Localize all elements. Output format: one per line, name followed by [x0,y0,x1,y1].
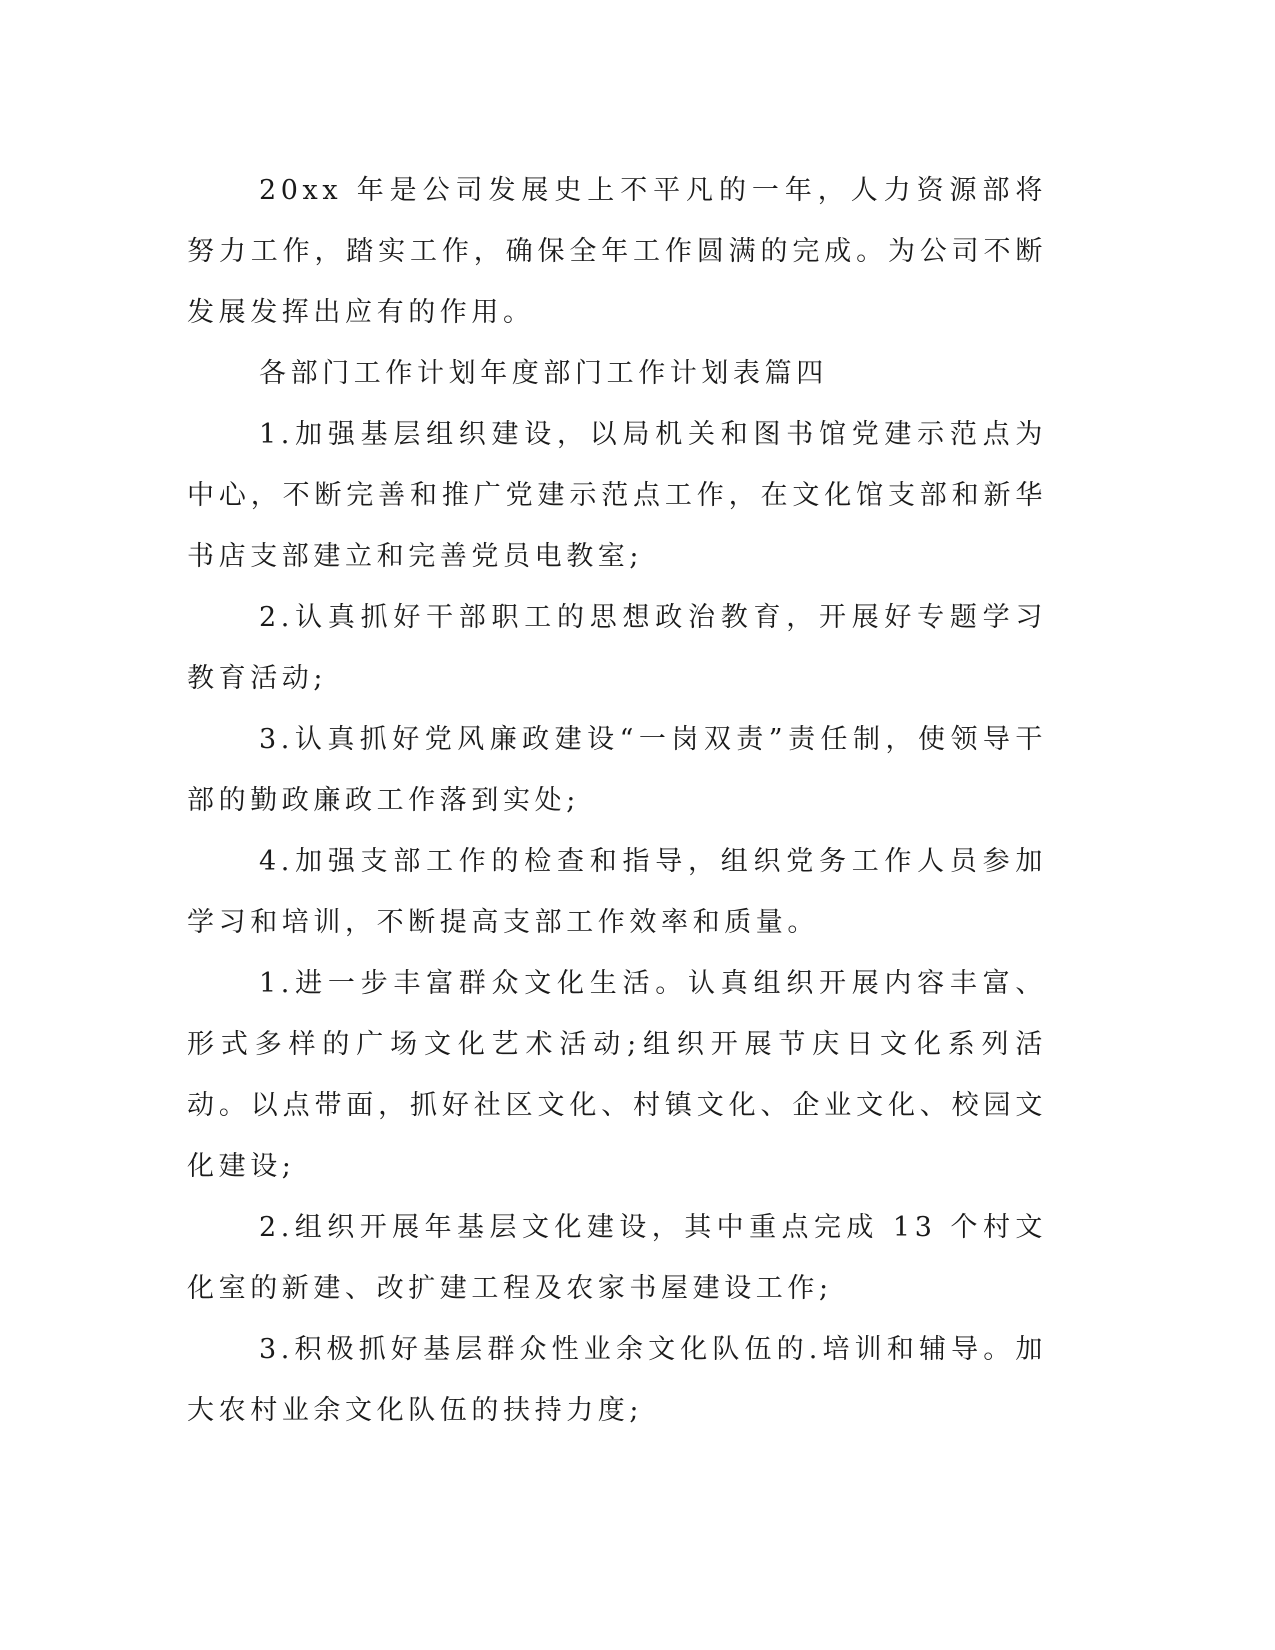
list-item: 3.认真抓好党风廉政建设“一岗双责”责任制，使领导干部的勤政廉政工作落到实处; [187,724,1047,816]
list-item: 1.进一步丰富群众文化生活。认真组织开展内容丰富、形式多样的广场文化艺术活动;组织开展节庆日文化系列活动。以点带面，抓好社区文化、村镇文化、企业文化、校园文化建设; [187,968,1047,1182]
list-item: 4.加强支部工作的检查和指导，组织党务工作人员参加学习和培训，不断提高支部工作效率和质量。 [187,846,1047,938]
list-item: 2.组织开展年基层文化建设，其中重点完成 13 个村文化室的新建、改扩建工程及农家书屋建设工作; [187,1212,1047,1304]
paragraph-intro-summary: 20xx 年是公司发展史上不平凡的一年，人力资源部将努力工作，踏实工作，确保全年工作圆满的完成。为公司不断发展发挥出应有的作用。 [187,175,1047,328]
document-body [187,160,1047,1441]
list-item: 1.加强基层组织建设，以局机关和图书馆党建示范点为中心，不断完善和推广党建示范点工作，在文化馆支部和新华书店支部建立和完善党员电教室; [187,419,1047,572]
list-item: 3.积极抓好基层群众性业余文化队伍的.培训和辅导。加大农村业余文化队伍的扶持力度; [187,1334,1047,1426]
list-item: 2.认真抓好干部职工的思想政治教育，开展好专题学习教育活动; [187,602,1047,694]
section-heading: 各部门工作计划年度部门工作计划表篇四 [259,358,828,389]
